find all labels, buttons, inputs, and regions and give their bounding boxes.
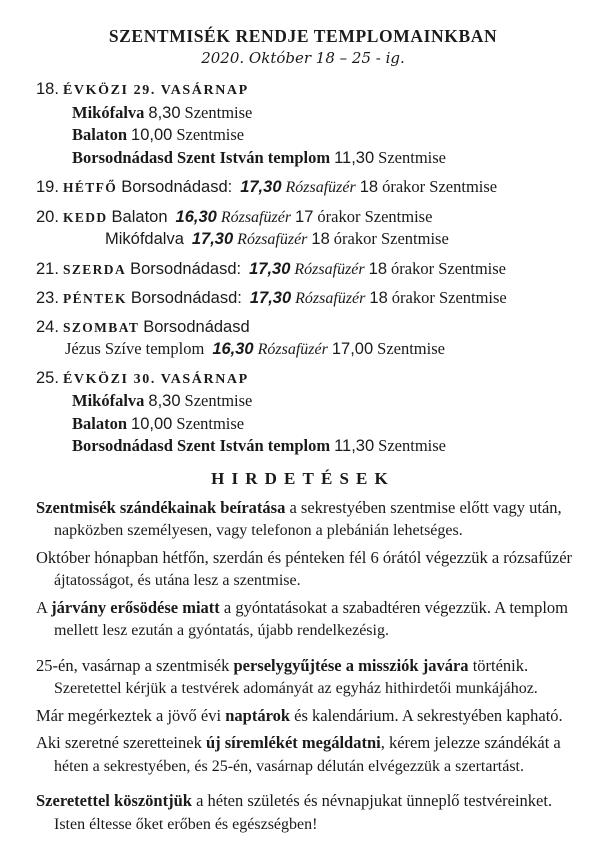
day-number: 23.: [36, 289, 59, 307]
mass-label: órakor Szentmise: [317, 206, 433, 226]
day-name: PÉNTEK: [62, 291, 127, 306]
mass-place: Borsodnádasd:: [130, 259, 242, 278]
paragraph-bold-text: járvány erősödése miatt: [51, 597, 220, 617]
rosary-time: 17,30: [240, 178, 282, 196]
mass-label: órakor Szentmise: [382, 177, 498, 196]
mass-line: [36, 147, 570, 170]
rosary-label: Rózsafüzér: [294, 260, 365, 278]
mass-place: Jézus Szíve templom: [65, 339, 205, 358]
day-number: 21.: [36, 259, 59, 278]
paragraph-line: [36, 597, 570, 621]
rosary-label: Rózsafüzér: [220, 208, 292, 226]
rosary-time: 16,30: [175, 207, 217, 226]
rosary-time: 17,30: [249, 259, 291, 278]
mass-place: Borsodnádasd:: [121, 178, 233, 196]
mass-label: Szentmise: [184, 391, 253, 410]
mass-place: Mikófalva: [72, 102, 145, 122]
mass-time: 11,30: [334, 148, 375, 167]
paragraph-bold-text: Szentmisék szándékainak beíratása: [36, 497, 286, 517]
mass-time: 11,30: [334, 437, 375, 455]
day-number: 18.: [36, 80, 59, 98]
mass-label: Szentmise: [378, 436, 446, 455]
paragraph-bold-text: új síremlékét megáldatni: [205, 733, 381, 752]
paragraph-text: A: [36, 597, 52, 617]
day-name: ÉVKÖZI 30. VASÁRNAP: [62, 371, 249, 387]
paragraph-text: történik.: [468, 655, 529, 675]
mass-place: Balaton: [72, 125, 128, 144]
schedule-entry-20: [36, 206, 570, 251]
paragraph-text: a sekrestyében szentmise előtt vagy után,: [285, 497, 562, 517]
mass-time: 18: [359, 178, 379, 196]
paragraph-bold-text: naptárok: [225, 705, 291, 725]
mass-line: [36, 228, 570, 251]
schedule-entry-18: [36, 79, 570, 169]
paragraph-text: a gyóntatásokat a szabadtéren végezzük. A templom: [219, 597, 568, 617]
paragraph-line: ájtatosságot, és utána lesz a szentmise.: [54, 572, 301, 589]
mass-place: Balaton: [72, 413, 128, 433]
paragraph-text: és kalendárium. A sekrestyében kapható.: [290, 705, 563, 725]
mass-line: [36, 390, 570, 413]
rosary-label: Rózsafüzér: [285, 179, 356, 196]
mass-line: [36, 124, 570, 147]
paragraph-line: mellett lesz ezután a gyóntatás, újabb rendelkezésig.: [54, 622, 389, 639]
paragraph-line: héten a sekrestyében, és 25-én, vasárnap délután elvégezzük a szertartást.: [54, 757, 524, 775]
rosary-label: Rózsafüzér: [257, 341, 328, 358]
mass-time: 8,30: [148, 103, 181, 122]
paragraph-line: [36, 547, 573, 571]
mass-label: Szentmise: [176, 125, 245, 144]
paragraph-text: Október hónapban hétfőn, szerdán és pénteken fél 6 órától végezzük a rózsafűzér: [36, 547, 573, 567]
mass-place: Borsodnádasd Szent István templom: [72, 436, 331, 455]
mass-time: 17: [295, 207, 314, 226]
day-header: [36, 79, 570, 102]
mass-label: Szentmise: [176, 413, 245, 433]
paragraph-line: Isten éltesse őket erőben és egészségben!: [54, 815, 318, 833]
rosary-time: 17,30: [249, 289, 292, 307]
paragraph-text: a héten születés és névnapjukat ünneplő testvéreinket.: [191, 791, 553, 810]
paragraph-text: Aki szeretné szeretteinek: [36, 733, 206, 752]
rosary-time: 17,30: [191, 230, 234, 248]
mass-place: Borsodnádasd Szent István templom: [72, 147, 331, 167]
announcement-paragraph: [36, 597, 570, 643]
mass-place: Borsodnádasd: [143, 317, 250, 336]
rosary-label: Rózsafüzér: [237, 231, 308, 248]
mass-time: 18: [369, 289, 388, 307]
day-header: [36, 368, 570, 391]
announcements: [36, 497, 573, 837]
day-line: [36, 176, 570, 199]
mass-time: 10,00: [131, 126, 173, 144]
mass-line: [36, 338, 570, 361]
announcements-heading: HIRDETÉSEK: [211, 468, 395, 488]
day-line: [36, 206, 570, 229]
announcement-paragraph: [36, 655, 570, 701]
paragraph-bold-text: Szeretettel köszöntjük: [36, 791, 192, 810]
announcement-paragraph: [36, 547, 573, 593]
mass-label: órakor Szentmise: [391, 258, 507, 278]
mass-place: Balaton: [111, 207, 168, 226]
paragraph-text: 25-én, vasárnap a szentmisék: [36, 655, 234, 675]
mass-place: Mikófalva: [72, 391, 145, 410]
mass-time: 10,00: [131, 414, 173, 433]
mass-place: Mikófdalva: [105, 230, 184, 248]
paragraph-line: [36, 655, 570, 679]
paragraph-text: , kérem jelezze szándékát a: [380, 733, 561, 752]
day-name: SZERDA: [62, 261, 127, 277]
day-line: [36, 317, 570, 339]
day-number: 24.: [36, 317, 59, 336]
paragraph-line: Szeretettel kérjük a testvérek adományát az egyház hithirdetői munkájához.: [54, 680, 538, 697]
day-name: SZOMBAT: [62, 319, 140, 335]
mass-schedule: [36, 79, 570, 458]
paragraph-line: napközben személyesen, vagy telefonon a plebánián lehetséges.: [54, 522, 463, 539]
date-range: 2020. Október 18 – 25 - ig.: [201, 49, 405, 67]
page-title: SZENTMISÉK RENDJE TEMPLOMAINKBAN: [108, 26, 498, 46]
day-name: ÉVKÖZI 29. VASÁRNAP: [62, 83, 249, 98]
mass-time: 18: [368, 259, 387, 278]
announcement-paragraph: [36, 790, 570, 836]
mass-time: 17,00: [331, 340, 374, 358]
day-number: 19.: [36, 178, 59, 196]
paragraph-text: Már megérkeztek a jövő évi: [36, 705, 226, 725]
mass-label: órakor Szentmise: [333, 229, 449, 248]
day-number: 20.: [36, 207, 59, 226]
mass-label: órakor Szentmise: [391, 288, 507, 307]
mass-line: [36, 435, 570, 458]
mass-line: [36, 102, 570, 125]
mass-time: 18: [311, 230, 330, 248]
paragraph-line: [36, 790, 570, 814]
schedule-entry-19: [36, 176, 570, 199]
rosary-time: 16,30: [212, 340, 254, 358]
mass-label: Szentmise: [184, 102, 253, 122]
mass-place: Borsodnádasd:: [130, 289, 242, 307]
mass-line: [36, 413, 570, 436]
day-line: [36, 258, 570, 281]
rosary-label: Rózsafüzér: [295, 290, 366, 307]
mass-time: 8,30: [148, 392, 181, 410]
schedule-entry-21: [36, 258, 570, 281]
mass-label: Szentmise: [378, 147, 446, 167]
schedule-entry-23: [36, 287, 570, 310]
announcement-paragraph: [36, 732, 570, 778]
paragraph-line: [36, 705, 570, 729]
day-number: 25.: [36, 368, 59, 387]
day-line: [36, 287, 570, 310]
day-name: HÉTFŐ: [62, 180, 118, 195]
mass-label: Szentmise: [377, 339, 445, 358]
schedule-entry-24: [36, 317, 570, 361]
paragraph-bold-text: perselygyűjtése a missziók javára: [233, 655, 469, 675]
paragraph-line: [36, 497, 570, 521]
paragraph-line: [36, 732, 570, 756]
announcement-paragraph: [36, 705, 570, 729]
schedule-entry-25: [36, 368, 570, 458]
day-name: KEDD: [62, 209, 108, 225]
announcement-paragraph: [36, 497, 570, 543]
